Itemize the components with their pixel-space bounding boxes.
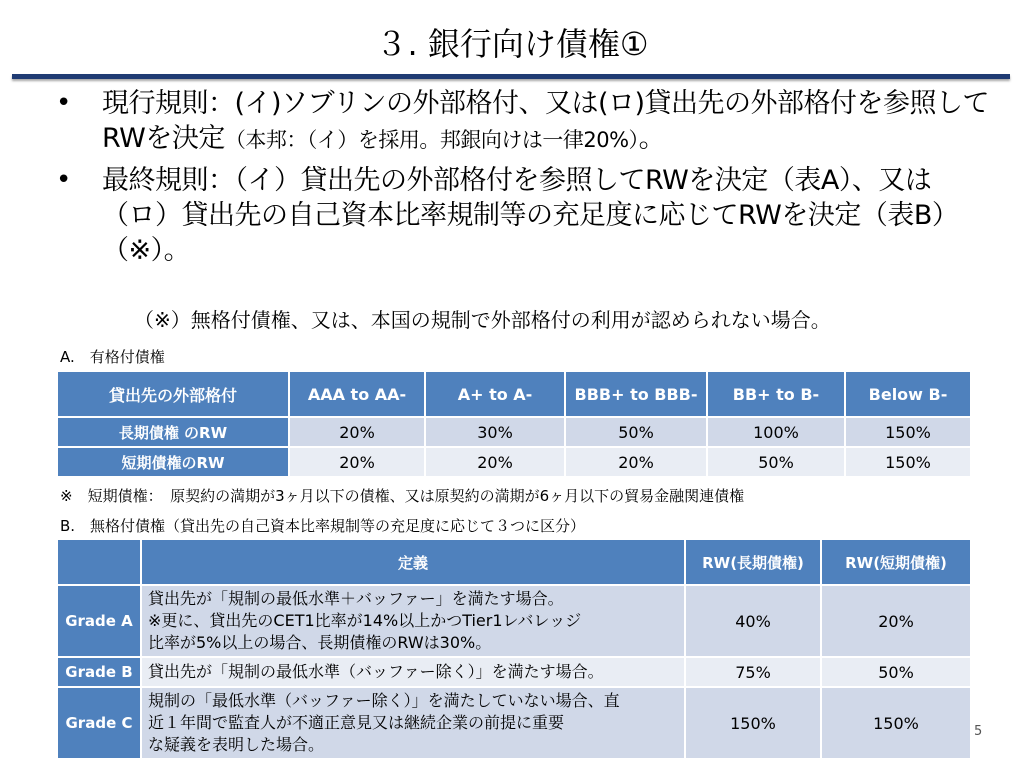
row-header-cell: 短期債権のRW	[57, 447, 289, 477]
table-cell: 30%	[425, 417, 565, 447]
title-divider	[12, 74, 1010, 79]
table-header-row	[57, 371, 971, 417]
bullet-main-text: 現行規則：(イ)ソブリンの外部格付、又は(ロ)貸出先の外部格付を参照してRWを決定	[102, 88, 990, 154]
rw-short-cell: 20%	[821, 585, 971, 657]
table-row-grade-c	[57, 687, 971, 759]
table-rated-claims	[56, 370, 972, 478]
bullet-tail-text: 。	[638, 123, 666, 154]
grade-cell: Grade C	[57, 687, 141, 759]
table-header-row	[57, 539, 971, 585]
table-header-cell: AAA to AA-	[289, 371, 425, 417]
rw-short-cell: 150%	[821, 687, 971, 759]
table-cell: 50%	[565, 417, 707, 447]
bullet-current-rule	[56, 86, 996, 158]
table-cell: 20%	[289, 417, 425, 447]
table-cell: 100%	[707, 417, 845, 447]
definition-line: 規制の「最低水準（バッファー除く）」を満たしていない場合、直	[148, 691, 620, 710]
table-cell: 20%	[565, 447, 707, 477]
table-unrated-claims	[56, 538, 972, 760]
definition-cell	[141, 585, 685, 657]
table-b-label: B. 無格付債権（貸出先の自己資本比率規制等の充足度に応じて３つに区分）	[60, 517, 586, 535]
table-row-grade-a	[57, 585, 971, 657]
grade-cell: Grade B	[57, 657, 141, 687]
bullet-dot-icon: •	[56, 88, 71, 118]
row-header-cell: 長期債権 のRW	[57, 417, 289, 447]
table-header-cell: RW(長期債権)	[685, 539, 821, 585]
short-term-footnote: ※ 短期債権： 原契約の満期が3ヶ月以下の債権、又は原契約の満期が6ヶ月以下の貿易金融関連債権	[60, 487, 745, 505]
grade-cell: Grade A	[57, 585, 141, 657]
table-cell: 20%	[425, 447, 565, 477]
bullet-list	[56, 86, 996, 273]
definition-line: 貸出先が「規制の最低水準＋バッファー」を満たす場合。	[148, 589, 564, 608]
table-a-label: A. 有格付債権	[60, 348, 165, 366]
table-header-cell: 貸出先の外部格付	[57, 371, 289, 417]
table-cell: 150%	[845, 417, 971, 447]
definition-line: 比率が5%以上の場合、長期債権のRWは30%。	[148, 633, 492, 652]
definition-line: 近１年間で監査人が不適正意見又は継続企業の前提に重要	[148, 713, 565, 732]
table-header-cell: Below B-	[845, 371, 971, 417]
table-row	[57, 417, 971, 447]
table-row	[57, 447, 971, 477]
table-row-grade-b	[57, 657, 971, 687]
rw-long-cell: 75%	[685, 657, 821, 687]
rw-short-cell: 50%	[821, 657, 971, 687]
table-header-cell: RW(短期債権)	[821, 539, 971, 585]
table-header-cell: BB+ to B-	[707, 371, 845, 417]
page-number: 5	[974, 724, 983, 739]
unrated-note: （※）無格付債権、又は、本国の規制で外部格付の利用が認められない場合。	[134, 308, 831, 332]
rw-long-cell: 150%	[685, 687, 821, 759]
bullet-small-text: （本邦：（イ）を採用。邦銀向けは一律20%）	[224, 128, 639, 152]
table-cell: 150%	[845, 447, 971, 477]
definition-line: 貸出先が「規制の最低水準（バッファー除く）」を満たす場合。	[148, 662, 604, 681]
definition-line: な疑義を表明した場合。	[148, 735, 325, 754]
definition-cell	[141, 687, 685, 759]
table-cell: 20%	[289, 447, 425, 477]
slide-title: ３. 銀行向け債権①	[375, 25, 649, 63]
rw-long-cell: 40%	[685, 585, 821, 657]
definition-cell	[141, 657, 685, 687]
table-cell: 50%	[707, 447, 845, 477]
bullet-main-text: 最終規則：（イ）貸出先の外部格付を参照してRWを決定（表A）、又は（ロ）貸出先の自己資本比率規制等の充足度に応じてRWを決定（表B）（※）。	[102, 165, 959, 266]
table-header-cell	[57, 539, 141, 585]
table-header-cell: BBB+ to BBB-	[565, 371, 707, 417]
bullet-final-rule	[56, 163, 996, 268]
bullet-dot-icon: •	[56, 165, 71, 195]
definition-line: ※更に、貸出先のCET1比率が14%以上かつTier1レバレッジ	[148, 611, 582, 630]
table-header-cell: A+ to A-	[425, 371, 565, 417]
table-header-cell: 定義	[141, 539, 685, 585]
